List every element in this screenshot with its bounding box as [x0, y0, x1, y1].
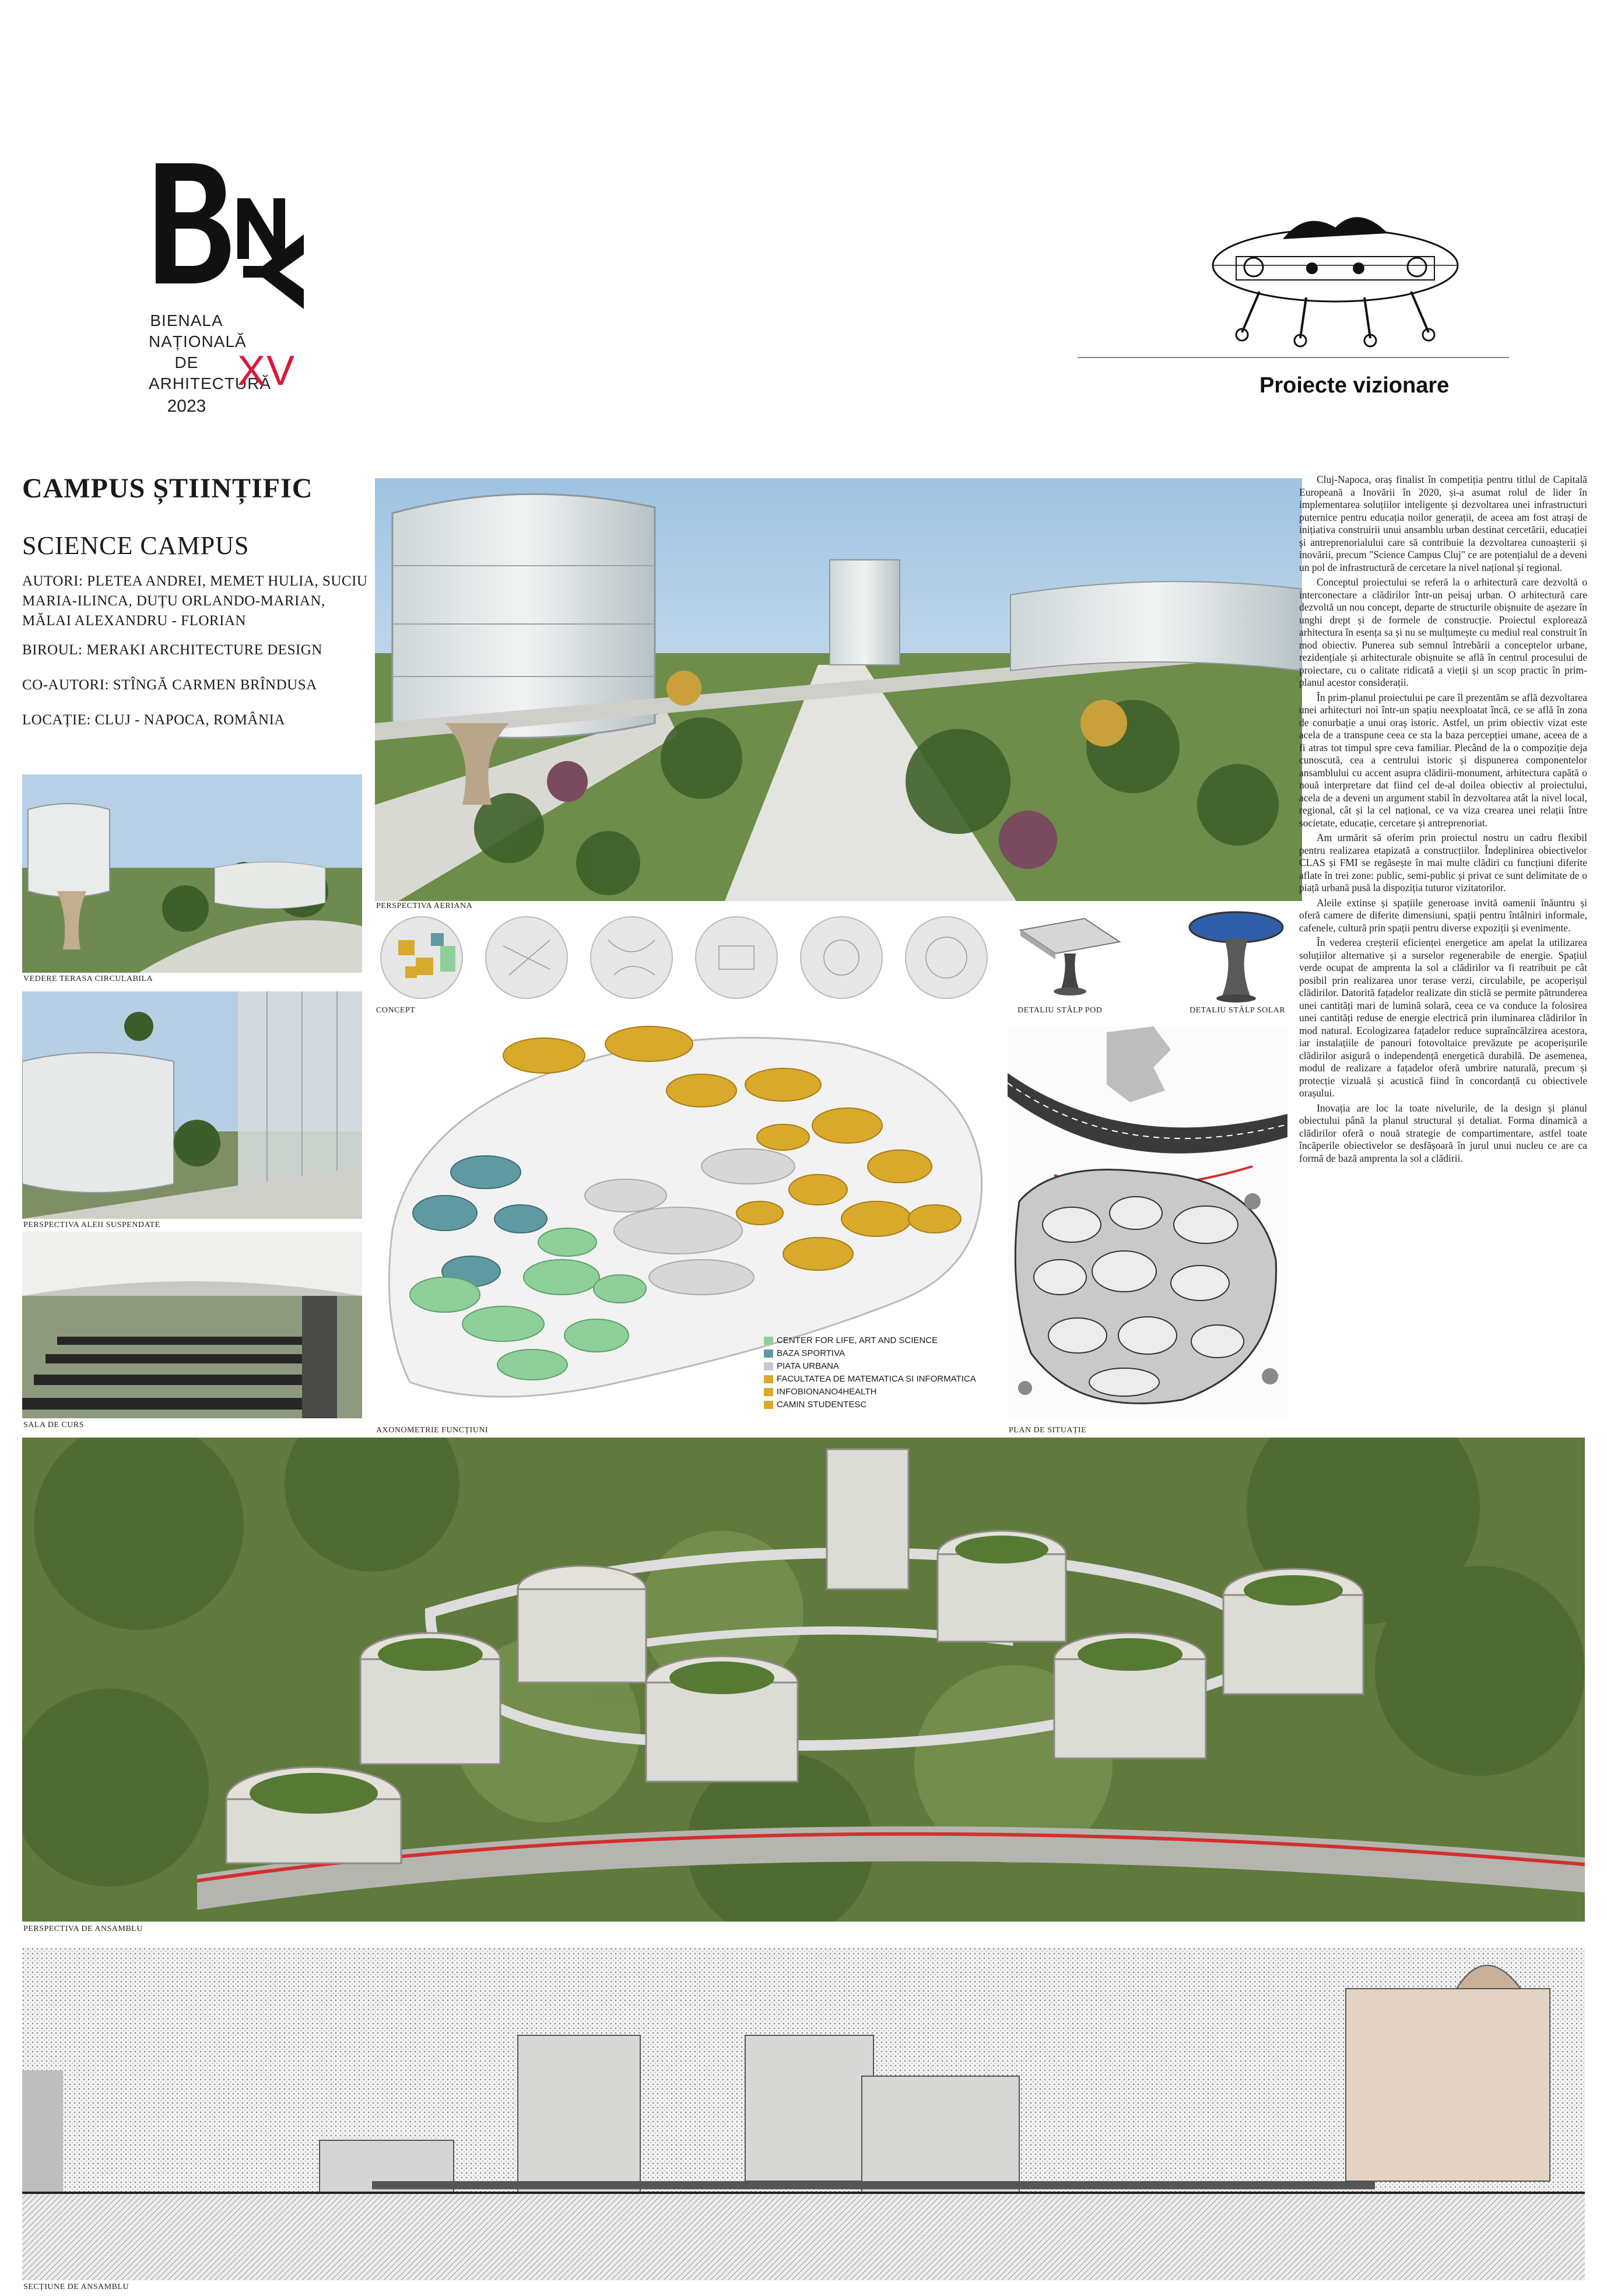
logo-line: NAȚIONALĂ: [149, 332, 247, 350]
caption-axonometry: AXONOMETRIE FUNCȚIUNI: [376, 1426, 489, 1435]
legend-item: [764, 1347, 976, 1360]
caption-site-plan: PLAN DE SITUAȚIE: [1009, 1426, 1087, 1435]
caption-lecture: SALA DE CURS: [23, 1421, 85, 1429]
bna-logo-mark: [149, 157, 364, 309]
caption-concept: CONCEPT: [376, 1006, 416, 1015]
logo-line: DE: [174, 353, 199, 371]
legend-item: [764, 1386, 976, 1398]
legend-label: CENTER FOR LIFE, ART AND SCIENCE: [777, 1335, 938, 1345]
visionary-machine-illustration: [1195, 198, 1475, 356]
legend-item: [764, 1360, 976, 1373]
logo-edition: XV: [237, 348, 296, 394]
caption-ensemble: PERSPECTIVA DE ANSAMBLU: [23, 1925, 143, 1933]
legend-label: FACULTATEA DE MATEMATICA SI INFORMATICA: [777, 1374, 976, 1384]
legend-swatch: [764, 1375, 773, 1383]
legend-swatch: [764, 1362, 773, 1370]
description-paragraph: Conceptul proiectului se referă la o arhitectură care dezvoltă o interconectare a clădirilor într-un peisaj urban. O arhitectură care dezvoltă un nou concept, departe de structurile obișnuite de așezare în unghi drept și de formele de construcție. Proiectul explorează arhitectura în esența sa și nu se mulțumește cu mediul real construit în mod obiectiv. Punerea sub semnul întrebării a conceptelor urbane, rezidențiale și arhitecturale obișnuite se află în centrul procesului de proiectare, cu o calitate ridicată a vieții și un scop practic în prim-planul acestor considerații.: [1299, 576, 1587, 688]
concept-diagrams: [375, 911, 993, 1007]
logo-line: BIENALA: [150, 311, 223, 329]
logo-line: ARHITECTURĂ: [149, 374, 272, 392]
pod-pillar-detail: [1009, 907, 1125, 1003]
description-paragraph: În vederea creșterii eficienței energetice am apelat la utilizarea soluțiilor alternative și a surselor regenerabile de energie. Spațiul verde ocupat de amprenta la sol a clădirilor va fi reatribuit pe cât posibil prin realizarea unor terase verzi, circulabile, pe acoperișul clădirilor. Datorită fațadelor realizate din sticlă se permite pătrunderea unei cantități mari de lumină solară, ceea ce va conduce la folosirea unei cantități reduse de energie electrică prin iluminarea clădirilor în mod natural. Ecologizarea fațadelor reduce supraîncălzirea acestora, iar instalațiile de panouri fotovoltaice prevăzute pe acoperișurile clădirilor asigură o independență energetică durabilă. De asemenea, modul de realizare a fațadelor oferă umbrire naturală, precum și protecție vizuală și acustică fiind în concordanță cu obiectivele orașului.: [1299, 937, 1587, 1099]
circular-terrace-render: [22, 774, 362, 973]
project-coauthors: CO-AUTORI: STÎNGĂ CARMEN BRÎNDUSA: [22, 677, 317, 693]
category-divider: [1078, 357, 1509, 358]
legend-label: CAMIN STUDENTESC: [777, 1400, 867, 1410]
project-title-en: SCIENCE CAMPUS: [22, 531, 250, 560]
bna-logo: [149, 157, 364, 432]
project-description: [1299, 474, 1587, 1167]
project-office: BIROUL: MERAKI ARCHITECTURE DESIGN: [22, 642, 322, 658]
caption-solar-detail: DETALIU STÂLP SOLAR: [1190, 1006, 1286, 1015]
legend-label: PIATA URBANA: [777, 1361, 839, 1371]
legend-label: INFOBIONANO4HEALTH: [777, 1387, 877, 1397]
legend-item: [764, 1398, 976, 1411]
description-paragraph: Inovația are loc la toate nivelurile, de la design și planul obiectului până la planul structural și detaliat. Forma dinamică a clădirilor oferă o nouă strategie de compartimentare, astfel toate încăperile obiectivelor se desfășoară în jurul unui nucleu ce are ca formă de bază amprenta la sol a clădirii.: [1299, 1102, 1587, 1164]
description-paragraph: În prim-planul proiectului pe care îl prezentăm se află dezvoltarea unei arhitecturi noi într-un spațiu neexploatat încă, ce se află în zona de conurbație a unui oraș istoric. Astfel, un prim obiectiv vizat este acela de a transpune ceea ce sta la baza percepției umane, aceea de a fi atras tot timpul spre ceva familiar. Plecând de la o compoziție deja cunoscută, cea a centrului istoric și dispunerea componentelor ansamblului cu accent asupra clădirii-monument, arhitectura capătă o nouă interpretare dat fiind cel de-al doilea obiectiv al proiectului, acela de a deveni un argument stabil în dezvoltarea atât la nivel local, regional, cât și la cel național, ce va viza crearea unei relații între societate, educație, cercetare și antreprenoriat.: [1299, 691, 1587, 829]
caption-section: SECȚIUNE DE ANSAMBLU: [23, 2283, 129, 2291]
description-paragraph: Am urmărit să oferim prin proiectul nostru un cadru flexibil pentru realizarea etapizată a construcțiilor. Îndeplinirea obiectivelor CLAS și FMI se regăsește în mai multe clădiri cu funcțiuni diferite aflate în trei zone: public, semi-public și privat ce sunt delimitate de o piață urbană pusă la dispoziția tuturor vizitatorilor.: [1299, 832, 1587, 893]
description-paragraph: Cluj-Napoca, oraș finalist în competiția pentru titlul de Capitală Europeană a Inovării în 2020, și-a asumat rolul de lider în implementarea soluțiilor inteligente și dezvoltarea unei infrastructuri puternice pentru educația noilor generații, de aceea am fost atrași de inițiativa construirii unui ansamblu urban destinat cercetării, educației și antreprenorialului care să contribuie la dezvoltarea cunoașterii și inovării, precum "Science Campus Cluj" ce are potențialul de a deveni un pol de infrastructură de cercetare la nivel național și regional.: [1299, 474, 1587, 573]
aerial-perspective-render: [375, 478, 1302, 901]
category-label: Proiecte vizionare: [1259, 373, 1450, 398]
legend-swatch: [764, 1337, 773, 1345]
caption-aerial: PERSPECTIVA AERIANA: [376, 902, 473, 910]
lecture-hall-render: [22, 1232, 362, 1418]
description-paragraph: Aleile extinse și spațiile generoase invită oamenii înăuntru și oferă camere de diferite dimensiuni, spații pentru întâlniri informale, cafenele, cultură prin spații pentru diverse expoziții și evenimente.: [1299, 896, 1587, 934]
caption-terrace: VEDERE TERASA CIRCULABILA: [23, 975, 153, 983]
caption-pod-detail: DETALIU STÂLP POD: [1017, 1006, 1103, 1015]
logo-year: 2023: [167, 397, 206, 416]
legend-swatch: [764, 1401, 773, 1409]
project-location: LOCAȚIE: CLUJ - NAPOCA, ROMÂNIA: [22, 712, 285, 728]
caption-alley: PERSPECTIVA ALEII SUSPENDATE: [23, 1221, 160, 1229]
axonometry-legend: [764, 1334, 976, 1411]
solar-pillar-detail: [1184, 910, 1289, 1003]
legend-item: [764, 1373, 976, 1386]
legend-item: [764, 1334, 976, 1347]
site-plan: [1008, 1026, 1287, 1417]
ensemble-section-drawing: [22, 1948, 1585, 2280]
legend-swatch: [764, 1388, 773, 1396]
legend-label: BAZA SPORTIVA: [777, 1348, 845, 1358]
ensemble-perspective-render: [22, 1438, 1585, 1922]
project-title-ro: CAMPUS ȘTIINȚIFIC: [22, 473, 313, 504]
project-authors: AUTORI: PLETEA ANDREI, MEMET HULIA, SUCIU MARIA-ILINCA, DUȚU ORLANDO-MARIAN, MĂLAI ALEXANDRU - FLORIAN: [22, 573, 368, 629]
legend-swatch: [764, 1349, 773, 1358]
suspended-alley-render: [22, 991, 362, 1219]
